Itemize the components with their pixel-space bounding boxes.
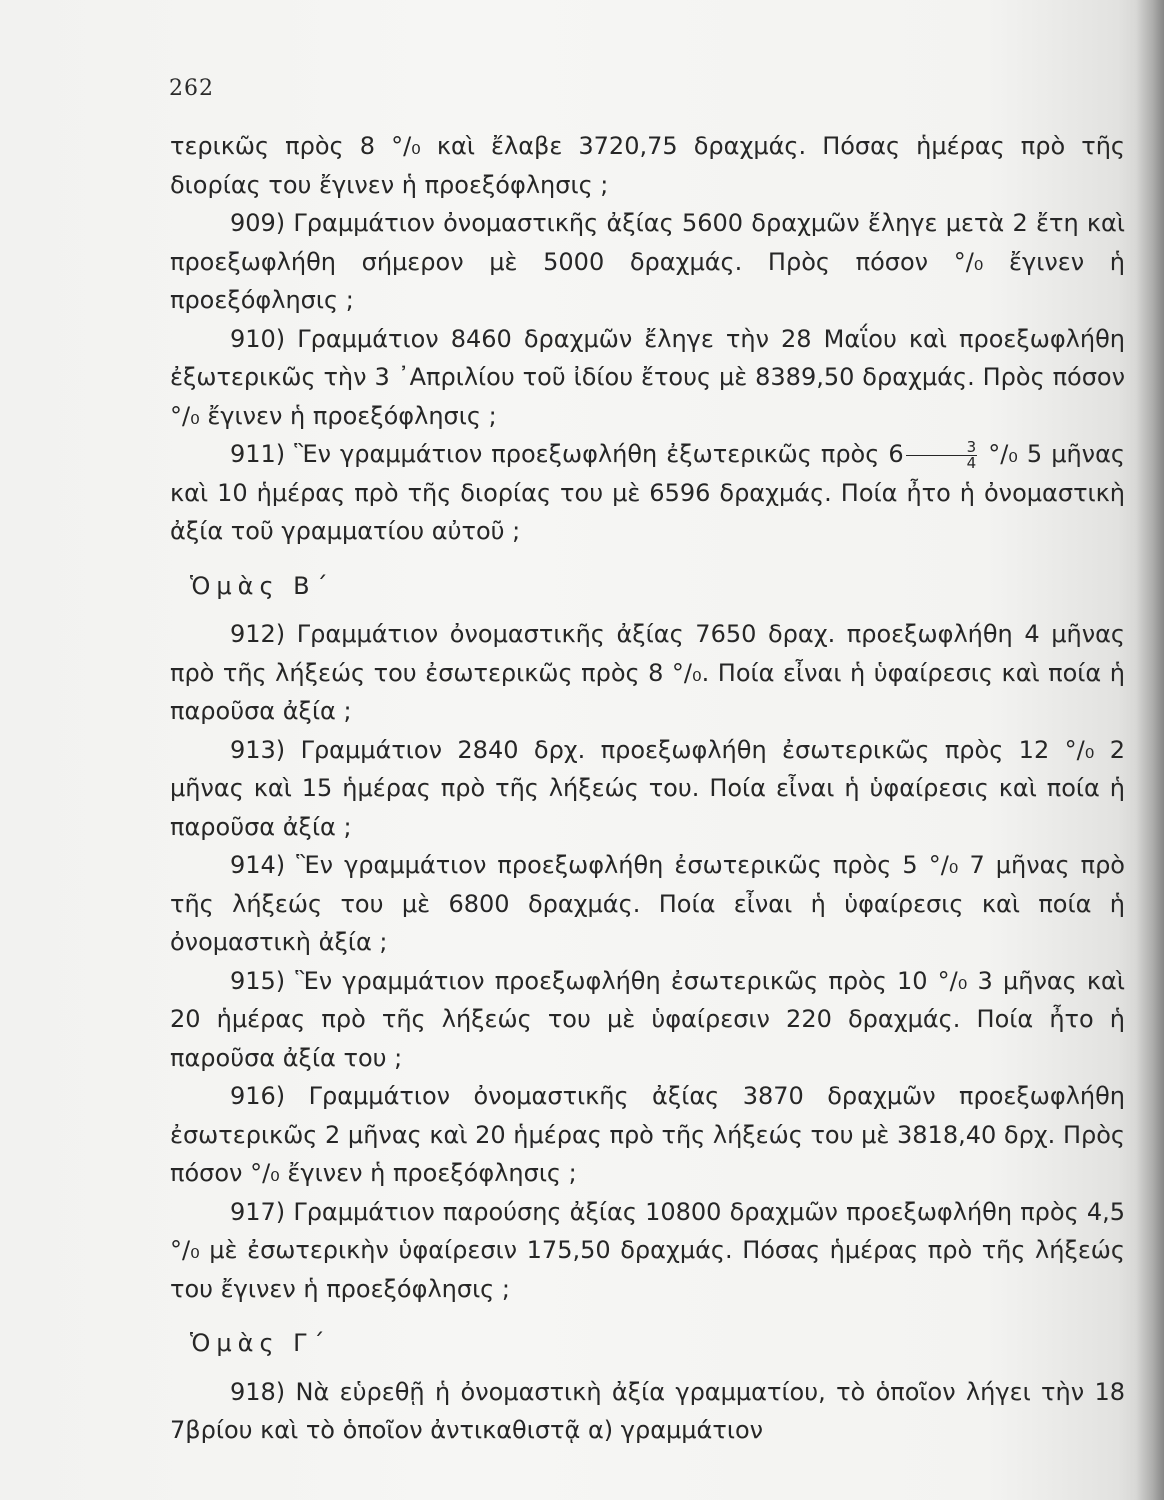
exercise-914: 914) Ἓν γραμμάτιον προεξωφλήθη ἐσωτερικῶς πρὸς 5 °/₀ 7 μῆνας πρὸ τῆς λήξεώς του μὲ 6800 δραχμάς. Ποία εἶναι ἡ ὑφαίρεσις καὶ ποία ἡ ὀνομαστικὴ ἀξία ; — [170, 851, 1125, 956]
paragraph-continued: τερικῶς πρὸς 8 °/₀ καὶ ἔλαβε 3720,75 δραχμάς. Πόσας ἡμέρας πρὸ τῆς διορίας του ἔγινεν ἡ προεξόφλησις ; — [170, 132, 1125, 199]
exercise-911 — [170, 435, 1125, 551]
exercise-918: 918) Νὰ εὑρεθῇ ἡ ὀνομαστικὴ ἀξία γραμματίου, τὸ ὁποῖον λήγει τὴν 18 7βρίου καὶ τὸ ὁποῖον ἀντικαθιστᾷ α) γραμμάτιον — [170, 1377, 1125, 1444]
page-number: 262 — [169, 76, 214, 101]
exercise-915: 915) Ἓν γραμμάτιον προεξωφλήθη ἐσωτερικῶς πρὸς 10 °/₀ 3 μῆνας καὶ 20 ἡμέρας πρὸ τῆς λήξεώς του μὲ ὑφαίρεσιν 220 δραχμάς. Ποία ἦτο ἡ παροῦσα ἀξία του ; — [170, 966, 1125, 1072]
page-body — [170, 127, 1125, 1450]
page-spine-shadow — [1136, 0, 1164, 1500]
exercise-909: 909) Γραμμάτιον ὀνομαστικῆς ἀξίας 5600 δραχμῶν ἔληγε μετὰ 2 ἔτη καὶ προεξωφλήθη σήμερον μὲ 5000 δραχμάς. Πρὸς πόσον °/₀ ἔγινεν ἡ προεξόφλησις ; — [170, 209, 1125, 314]
exercise-913: 913) Γραμμάτιον 2840 δρχ. προεξωφλήθη ἐσωτερικῶς πρὸς 12 °/₀ 2 μῆνας καὶ 15 ἡμέρας πρὸ τῆς λήξεώς του. Ποία εἶναι ἡ ὑφαίρεσις καὶ ποία ἡ παροῦσα ἀξία ; — [170, 735, 1125, 841]
exercise-912: 912) Γραμμάτιον ὀνομαστικῆς ἀξίας 7650 δραχ. προεξωφλήθη 4 μῆνας πρὸ τῆς λήξεώς του ἐσωτερικῶς πρὸς 8 °/₀. Ποία εἶναι ἡ ὑφαίρεσις καὶ ποία ἡ παροῦσα ἀξία ; — [170, 620, 1125, 725]
exercise-910: 910) Γραμμάτιον 8460 δραχμῶν ἔληγε τὴν 28 Μαΐου καὶ προεξωφλήθη ἐξωτερικῶς τὴν 3 ᾽Απριλίου τοῦ ἰδίου ἔτους μὲ 8389,50 δραχμάς. Πρὸς πόσον °/₀ ἔγινεν ἡ προεξόφλησις ; — [170, 324, 1125, 430]
exercise-917: 917) Γραμμάτιον παρούσης ἀξίας 10800 δραχμῶν προεξωφλήθη πρὸς 4,5 °/₀ μὲ ἐσωτερικὴν ὑφαίρεσιν 175,50 δραχμάς. Πόσας ἡμέρας πρὸ τῆς λήξεώς του ἔγινεν ἡ προεξόφλησις ; — [170, 1197, 1125, 1303]
section-heading-group-b: Ὁμὰς Β΄ — [190, 571, 334, 600]
exercise-916: 916) Γραμμάτιον ὀνομαστικῆς ἀξίας 3870 δραχμῶν προεξωφλήθη ἐσωτερικῶς 2 μῆνας καὶ 20 ἡμέρας πρὸ τῆς λήξεώς του μὲ 3818,40 δρχ. Πρὸς πόσον °/₀ ἔγινεν ἡ προεξόφλησις ; — [170, 1082, 1125, 1187]
fraction-denominator: 4 — [966, 453, 977, 472]
fraction-three-quarters — [906, 437, 978, 472]
exercise-911-end: °/₀ 5 μῆνας καὶ 10 ἡμέρας πρὸ τῆς διορίας του μὲ 6596 δραχμάς. Ποία ἦτο ἡ ὀνομαστικὴ ἀξία τοῦ γραμματίου αὐτοῦ ; — [170, 440, 1125, 545]
exercise-911-start: 911) Ἓν γραμμάτιον προεξωφλήθη ἐξωτερικῶς πρὸς 6 — [230, 440, 904, 468]
section-heading-group-c: Ὁμὰς Γ΄ — [190, 1329, 331, 1357]
fraction-numerator: 3 — [906, 440, 978, 456]
